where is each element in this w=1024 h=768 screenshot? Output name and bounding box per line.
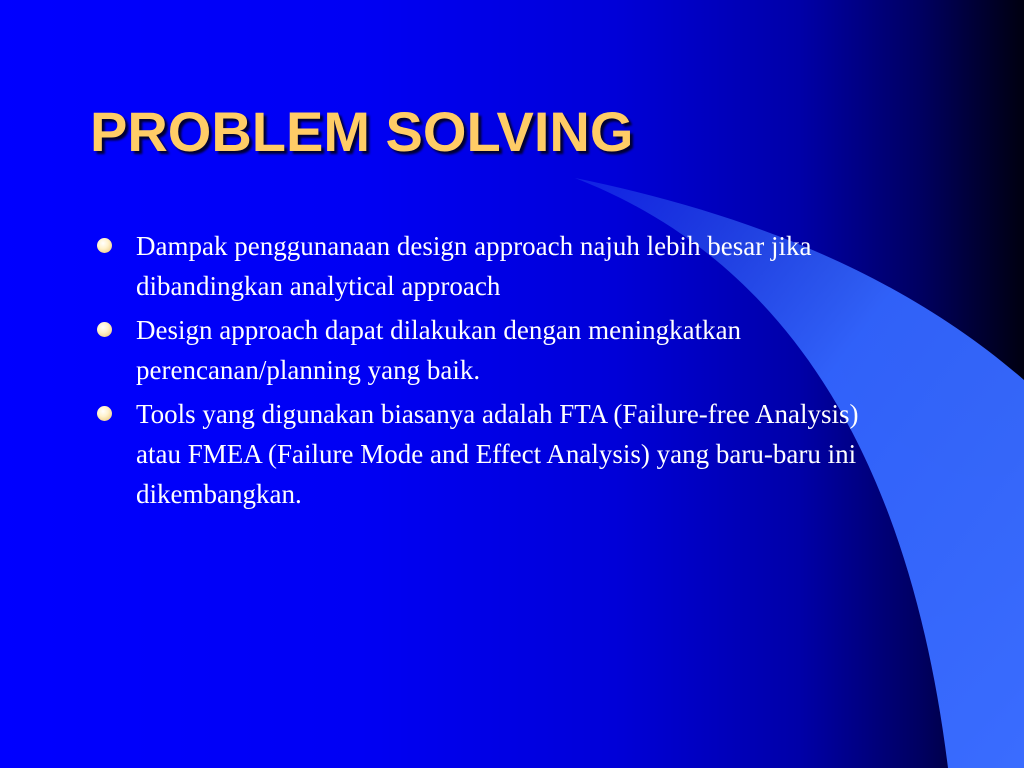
bullet-list bbox=[96, 226, 896, 518]
bullet-item bbox=[96, 394, 896, 514]
bullet-text: Tools yang digunakan biasanya adalah FTA (Failure-free Analysis) atau FMEA (Failure Mode and Effect Analysis) yang baru-baru ini dikembangkan. bbox=[136, 399, 859, 509]
bullet-dot-icon bbox=[97, 322, 112, 337]
bullet-text: Dampak penggunanaan design approach najuh lebih besar jika dibandingkan analytical approach bbox=[136, 231, 812, 301]
bullet-dot-icon bbox=[97, 238, 112, 253]
slide-title: PROBLEM SOLVING bbox=[90, 100, 634, 163]
bullet-text: Design approach dapat dilakukan dengan meningkatkan perencanan/planning yang baik. bbox=[136, 315, 742, 385]
bullet-item bbox=[96, 310, 896, 390]
bullet-dot-icon bbox=[97, 406, 112, 421]
bullet-item bbox=[96, 226, 896, 306]
